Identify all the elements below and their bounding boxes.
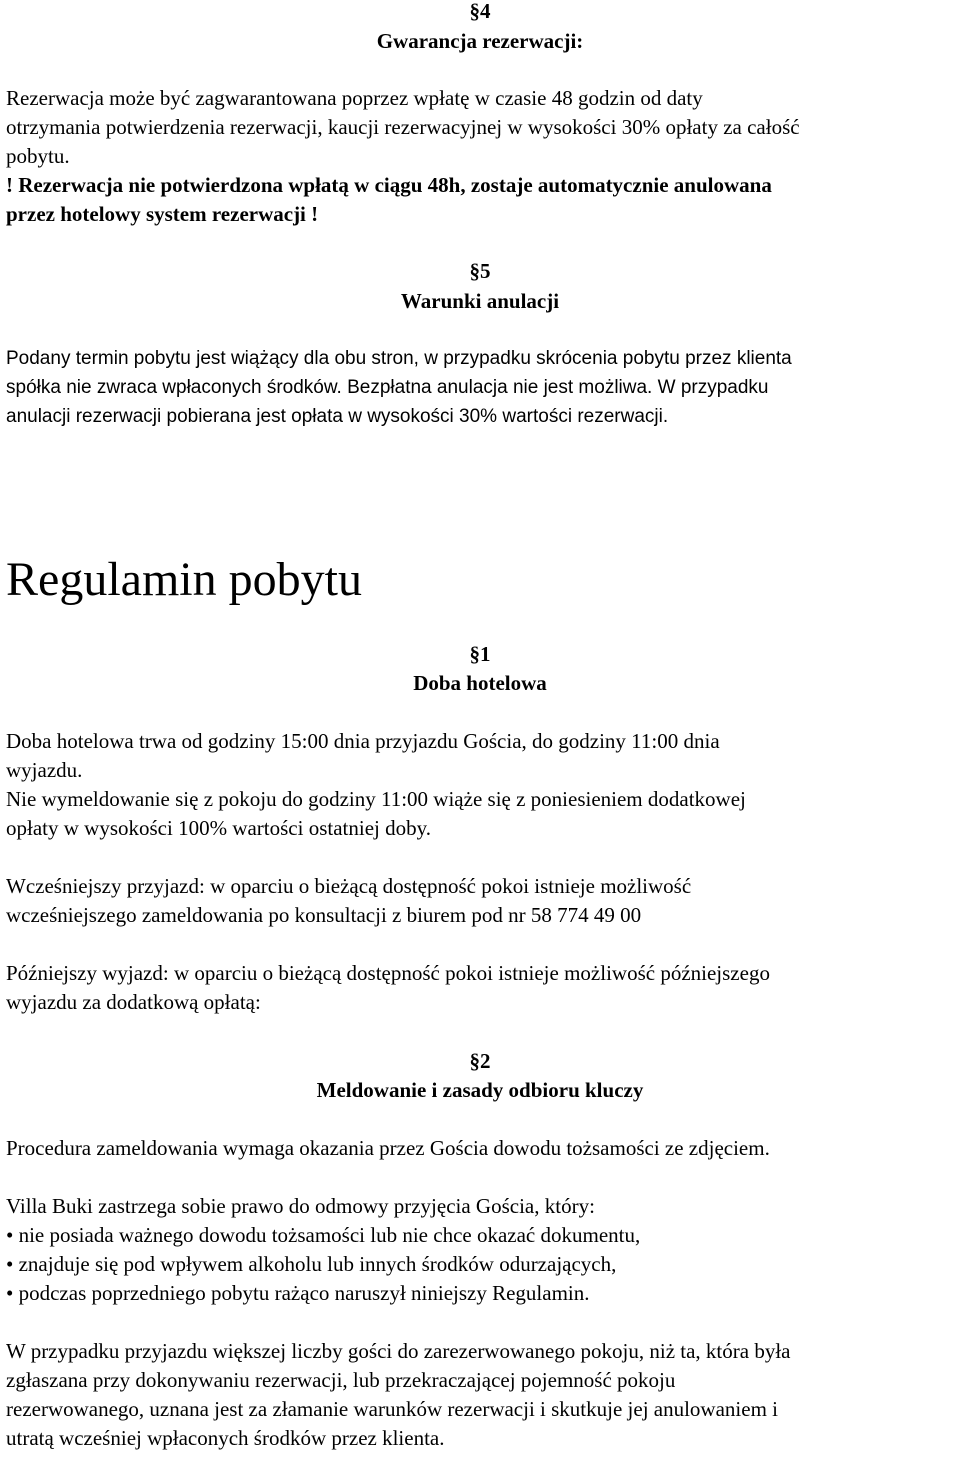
section5-title: Warunki anulacji (400, 289, 560, 313)
section5-line-1: Podany termin pobytu jest wiążący dla obu stron, w przypadku skrócenia pobytu przez klienta (6, 348, 792, 369)
section4-line-3: pobytu. (6, 144, 70, 168)
par1-number: §1 (469, 642, 491, 666)
section4-line-2: otrzymania potwierdzenia rezerwacji, kaucji rezerwacyjnej w wysokości 30% opłaty za całość (6, 115, 800, 139)
par2-closing-line-1: W przypadku przyjazdu większej liczby gości do zarezerwowanego pokoju, niż ta, która była (6, 1339, 791, 1363)
section4-warning-1: ! Rezerwacja nie potwierdzona wpłatą w ciągu 48h, zostaje automatycznie anulowana (6, 173, 772, 197)
par2-procedura: Procedura zameldowania wymaga okazania przez Gościa dowodu tożsamości ze zdjęciem. (6, 1136, 770, 1160)
section4-number: §4 (469, 0, 491, 23)
par2-title: Meldowanie i zasady odbioru kluczy (316, 1078, 644, 1102)
section4-title: Gwarancja rezerwacji: (376, 29, 584, 53)
par1-pozniej-line-2: wyjazdu za dodatkową opłatą: (6, 990, 261, 1014)
section5-line-3: anulacji rezerwacji pobierana jest opłata w wysokości 30% wartości rezerwacji. (6, 406, 669, 427)
par1-wymeld-line-2: opłaty w wysokości 100% wartości ostatniej doby. (6, 816, 431, 840)
section5-number: §5 (469, 259, 491, 283)
regulamin-heading: Regulamin pobytu (6, 553, 362, 606)
par1-wczesniej-line-2: wcześniejszego zameldowania po konsultacji z biurem pod nr 58 774 49 00 (6, 903, 642, 927)
par2-bullet-1: • nie posiada ważnego dowodu tożsamości lub nie chce okazać dokumentu, (6, 1223, 641, 1247)
section4-line-1: Rezerwacja może być zagwarantowana poprzez wpłatę w czasie 48 godzin od daty (6, 86, 703, 110)
par1-doba-line-1: Doba hotelowa trwa od godziny 15:00 dnia przyjazdu Gościa, do godziny 11:00 dnia (6, 729, 720, 753)
section4-warning-2: przez hotelowy system rezerwacji ! (6, 202, 319, 226)
par1-pozniej-line-1: Późniejszy wyjazd: w oparciu o bieżącą dostępność pokoi istnieje możliwość późniejszego (6, 961, 770, 985)
par2-bullet-3: • podczas poprzedniego pobytu rażąco naruszył niniejszy Regulamin. (6, 1281, 590, 1305)
par2-closing-line-4: utratą wcześniej wpłaconych środków przez klienta. (6, 1426, 445, 1450)
section5-line-2: spółka nie zwraca wpłaconych środków. Bezpłatna anulacja nie jest możliwa. W przypadku (6, 377, 769, 398)
par2-villa-intro: Villa Buki zastrzega sobie prawo do odmowy przyjęcia Gościa, który: (6, 1194, 595, 1218)
par1-wczesniej-line-1: Wcześniejszy przyjazd: w oparciu o bieżącą dostępność pokoi istnieje możliwość (6, 874, 692, 898)
par1-doba-line-2: wyjazdu. (6, 758, 83, 782)
par2-closing-line-2: zgłaszana przy dokonywaniu rezerwacji, lub przekraczającej pojemność pokoju (6, 1368, 676, 1392)
par2-bullet-2: • znajduje się pod wpływem alkoholu lub innych środków odurzających, (6, 1252, 617, 1276)
par2-closing-line-3: rezerwowanego, uznana jest za złamanie warunków rezerwacji i skutkuje jej anulowaniem i (6, 1397, 778, 1421)
par2-number: §2 (469, 1049, 491, 1073)
par1-wymeld-line-1: Nie wymeldowanie się z pokoju do godziny 11:00 wiąże się z poniesieniem dodatkowej (6, 787, 746, 811)
par1-title: Doba hotelowa (413, 671, 547, 695)
